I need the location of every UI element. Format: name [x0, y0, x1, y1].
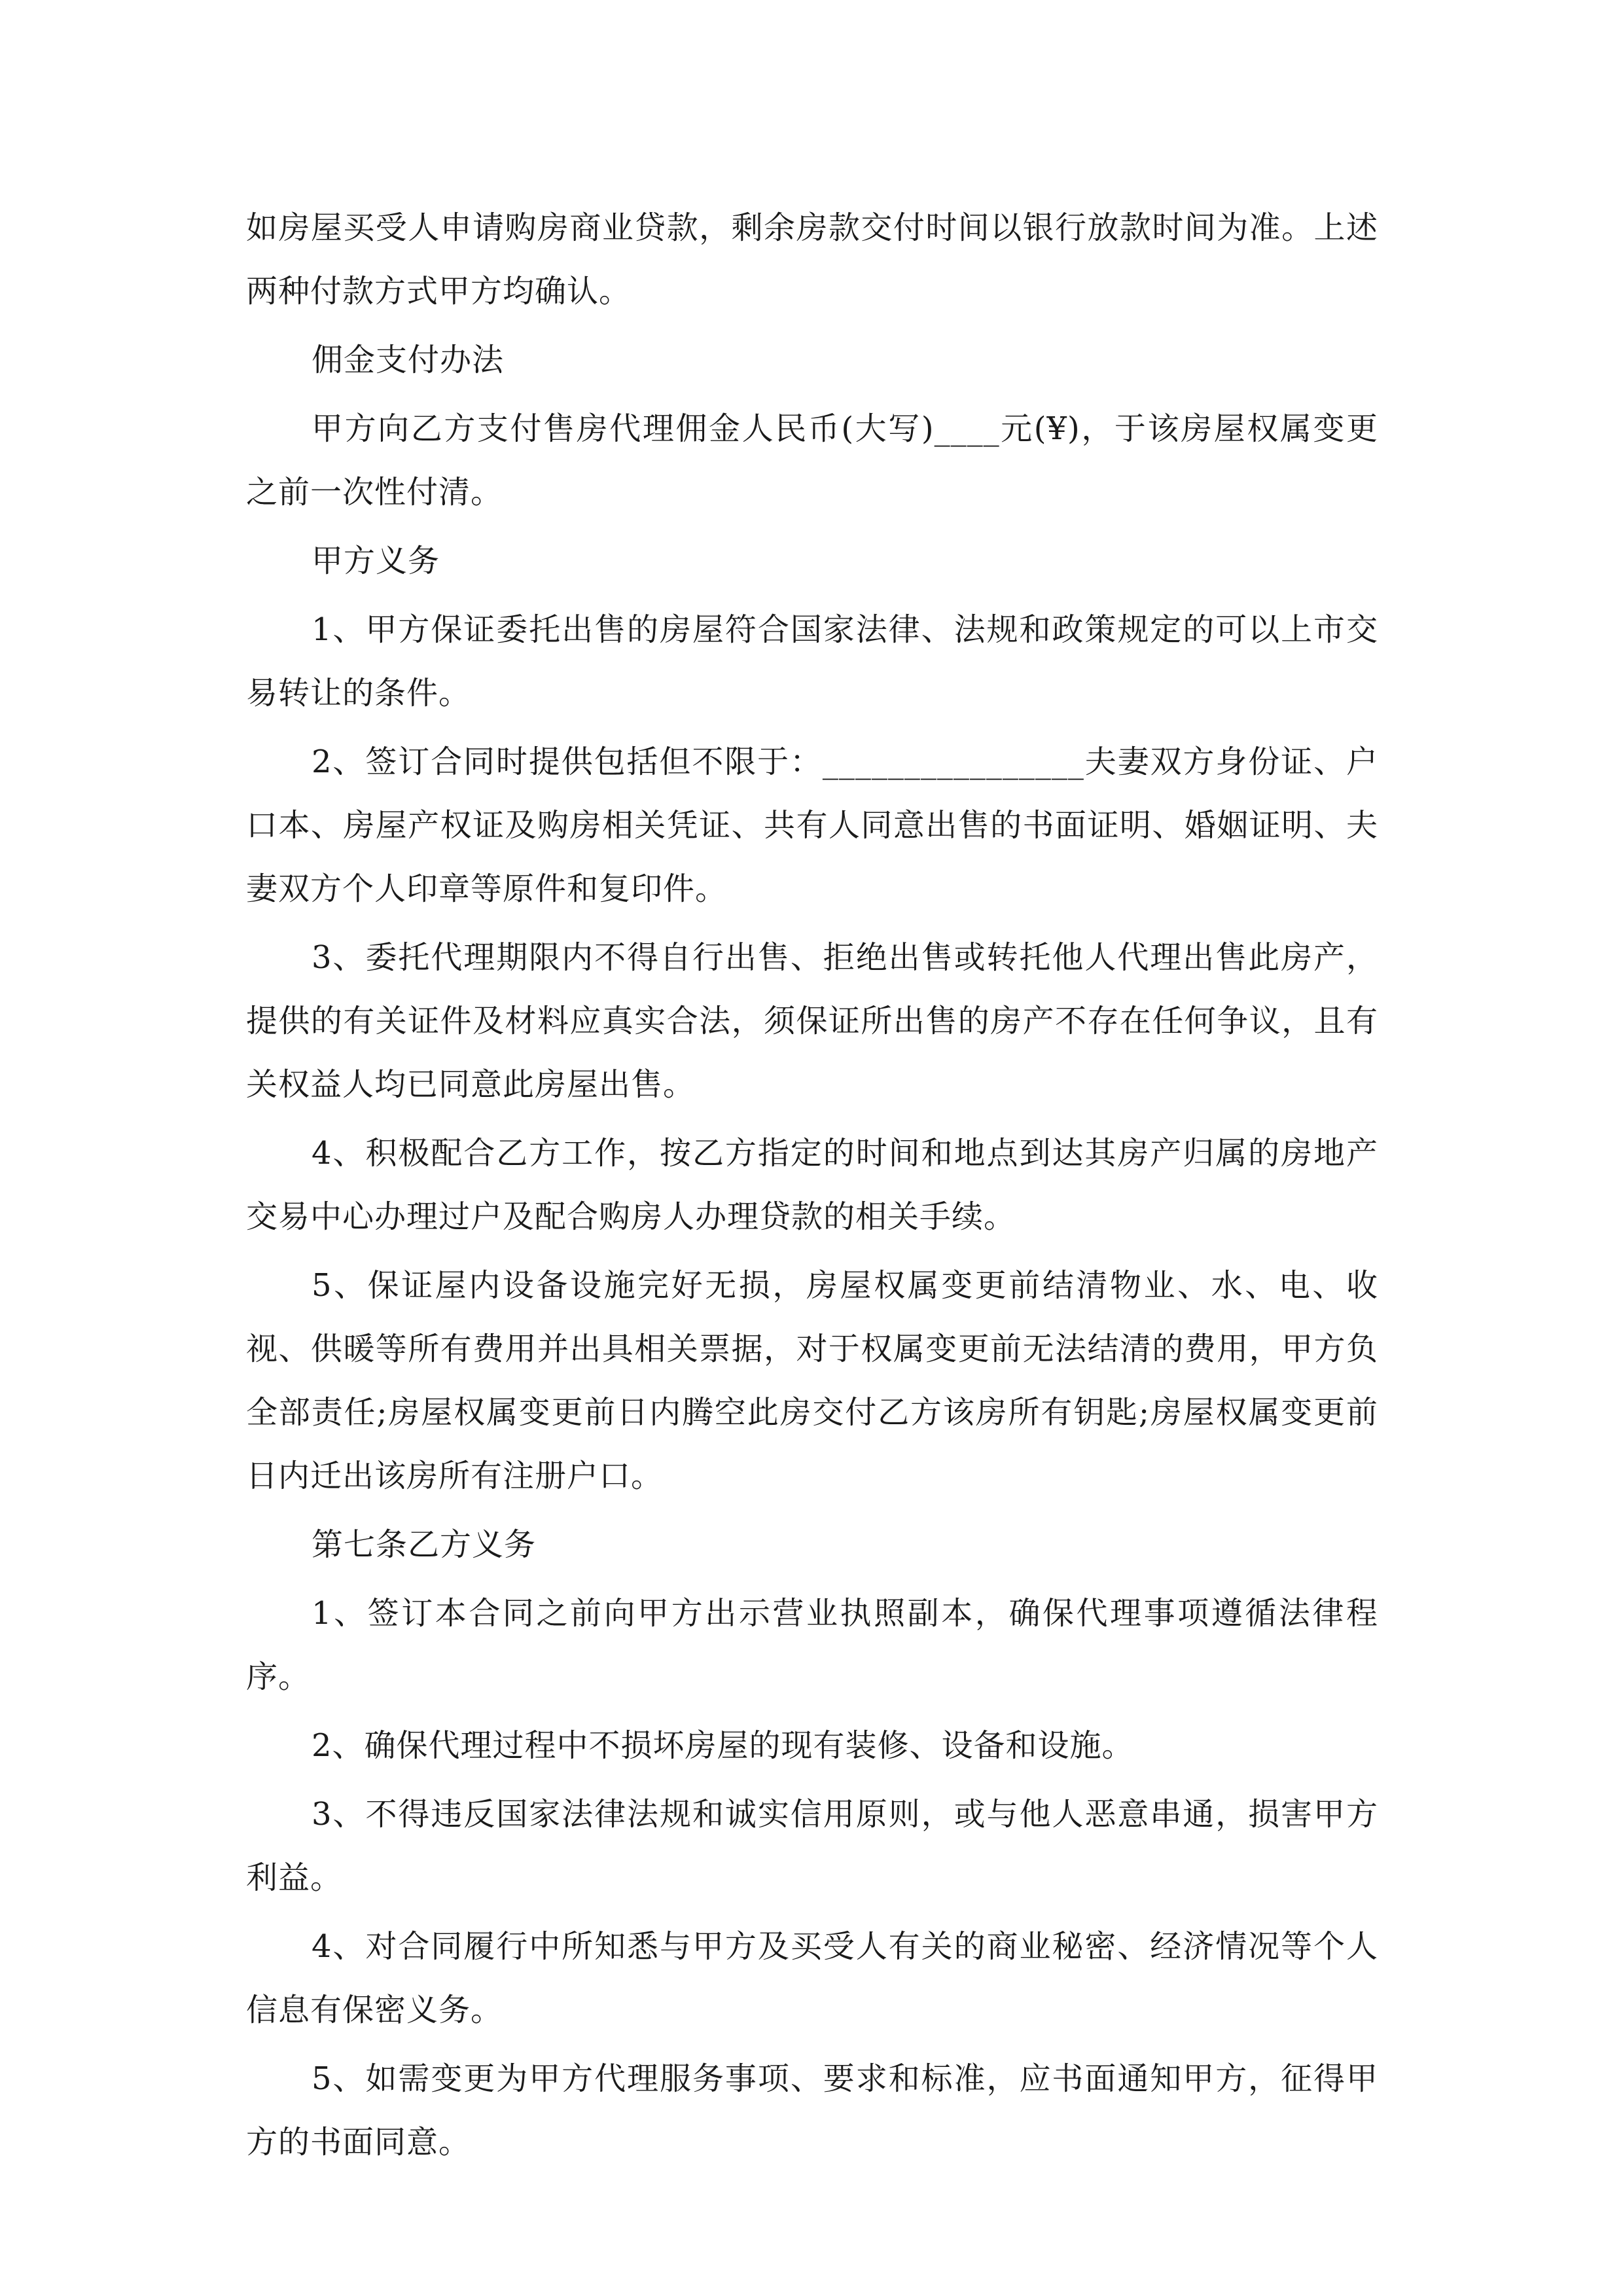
list-item-party-a-2: 2、签订合同时提供包括但不限于：________________夫妻双方身份证、户口本、房屋产权证及购房相关凭证、共有人同意出售的书面证明、婚姻证明、夫妻双方个人印章等原件和复印件。 [246, 744, 1378, 907]
list-item-party-b-5: 5、如需变更为甲方代理服务事项、要求和标准，应书面通知甲方，征得甲方的书面同意。 [246, 2060, 1378, 2161]
list-item-party-b-1: 1、签订本合同之前向甲方出示营业执照副本，确保代理事项遵循法律程序。 [246, 1595, 1378, 1695]
heading-article-7-party-b-obligations: 第七条乙方义务 [312, 1526, 537, 1563]
list-item-party-b-4: 4、对合同履行中所知悉与甲方及买受人有关的商业秘密、经济情况等个人信息有保密义务。 [246, 1928, 1378, 2028]
paragraph-payment-loan: 如房屋买受人申请购房商业贷款，剩余房款交付时间以银行放款时间为准。上述两种付款方式甲方均确认。 [246, 209, 1378, 310]
heading-party-a-obligations: 甲方义务 [312, 543, 440, 579]
list-item-party-b-2: 2、确保代理过程中不损坏房屋的现有装修、设备和设施。 [312, 1727, 1134, 1764]
list-item-party-a-1: 1、甲方保证委托出售的房屋符合国家法律、法规和政策规定的可以上市交易转让的条件。 [246, 611, 1378, 711]
document-body [246, 196, 1378, 2179]
paragraph-commission-amount: 甲方向乙方支付售房代理佣金人民币(大写)____元(¥)，于该房屋权属变更之前一次性付清。 [246, 410, 1378, 511]
list-item-party-b-3: 3、不得违反国家法律法规和诚实信用原则，或与他人恶意串通，损害甲方利益。 [246, 1796, 1378, 1896]
heading-commission-payment: 佣金支付办法 [312, 342, 505, 378]
list-item-party-a-3: 3、委托代理期限内不得自行出售、拒绝出售或转托他人代理出售此房产，提供的有关证件及材料应真实合法，须保证所出售的房产不存在任何争议，且有关权益人均已同意此房屋出售。 [246, 939, 1378, 1103]
list-item-party-a-5: 5、保证屋内设备设施完好无损，房屋权属变更前结清物业、水、电、收视、供暖等所有费用并出具相关票据，对于权属变更前无法结清的费用，甲方负全部责任;房屋权属变更前日内腾空此房交付乙方该房所有钥匙;房屋权属变更前日内迁出该房所有注册户口。 [246, 1267, 1378, 1494]
list-item-party-a-4: 4、积极配合乙方工作，按乙方指定的时间和地点到达其房产归属的房地产交易中心办理过户及配合购房人办理贷款的相关手续。 [246, 1135, 1378, 1235]
